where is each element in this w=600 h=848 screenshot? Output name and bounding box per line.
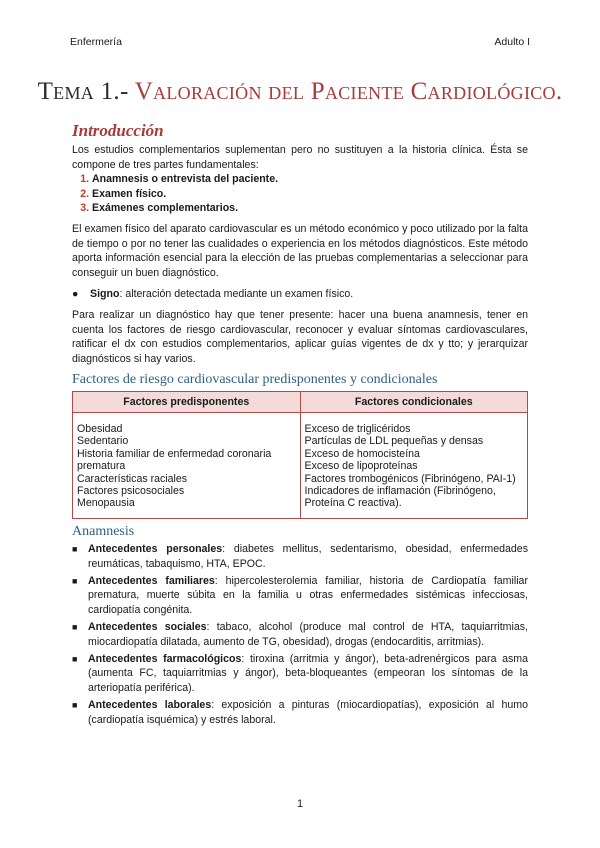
list-item: Factores trombogénicos (Fibrinógeno, PAI-1) [304,472,516,485]
history-parts-list [72,172,528,215]
list-item: Historia familiar de enfermedad coronaria prematura [77,447,272,473]
square-bullet-icon: ■ [72,575,78,586]
list-item: ■ Antecedentes sociales: tabaco, alcohol (produce mal control de HTA, taquiarritmias, miocardiopatía dilatada, aumento de TG, obesidad), drogas (endocarditis, arritmias). [72,621,528,648]
col-header-condicionales: Factores condicionales [300,391,528,412]
list-item: ■ Antecedentes laborales: exposición a pinturas (miocardiopatías), exposición al humo (cardiopatía isquémica) y estrés laboral. [72,699,528,726]
title-prefix: Tema 1.- [37,78,129,105]
predisponentes-cell [73,412,301,518]
risk-factors-heading: Factores de riesgo cardiovascular predisponentes y condicionales [72,372,438,388]
list-item: ■ Antecedentes farmacológicos: tiroxina (arritmia y ángor), beta-adrenérgicos para asma (aumenta FC, taquiarritmias y ángor), beta-bloqueantes (empeoran los síntomas de la arteriopatía periférica). [72,653,528,694]
intro-paragraph-2: El examen físico del aparato cardiovascular es un método económico y poco utilizado por la falta de tiempo o por no tener las cualidades o experiencia en los métodos diagnósticos. Este método aporta información esencial para la elección de las pruebas complementarias a seleccionar para conseguir un buen diagnóstico. [72,223,528,279]
square-bullet-icon: ■ [72,654,78,664]
condicionales-cell [300,412,528,518]
list-item: Indicadores de inflamación (Fibrinógeno, Proteína C reactiva). [304,484,496,510]
title-main: Valoración del Paciente Cardiológico. [134,78,563,105]
square-bullet-icon: ■ [72,622,78,633]
list-item: Exceso de triglicéridos [304,422,411,435]
list-item: 1. Anamnesis o entrevista del paciente. [92,172,528,186]
header-subject: Enfermería [70,36,122,48]
list-item: Menopausia [77,497,135,510]
square-bullet-icon: ■ [72,544,78,555]
list-item: Características raciales [77,472,188,485]
anamnesis-heading: Anamnesis [72,523,135,539]
document-body [72,121,528,730]
list-item: 2. Examen físico. [92,187,528,201]
signo-bullet [72,287,528,301]
list-item: 3. Exámenes complementarios. [92,201,528,215]
bullet-dot-icon: ● [72,288,79,301]
list-item: Sedentario [77,435,129,448]
intro-paragraph-3: Para realizar un diagnóstico hay que tener presente: hacer una buena anamnesis, tener en cuenta los factores de riesgo cardiovascular, reconocer y evaluar síntomas cardiovasculares, ratificar el dx con estudios complementarios, aplicar guías vigentes de dx y tto; y jerarquizar diagnósticos si hay varios. [72,309,528,365]
risk-factors-table [72,391,528,519]
header-course: Adulto I [494,36,530,48]
page-title [0,78,600,106]
intro-paragraph-1: Los estudios complementarios suplementan pero no sustituyen a la historia clínica. Ésta se compone de tres partes fundamentales: [72,144,528,171]
list-item: Exceso de lipoproteínas [304,460,418,473]
list-item: Partículas de LDL pequeñas y densas [304,435,484,448]
list-item: ■ Antecedentes familiares: hipercolesterolemia familiar, historia de Cardiopatía familiar prematura, muerte súbita en la familia u otras enfermedades sistémicas infecciosas, cardiopatía congénita. [72,574,528,616]
intro-heading: Introducción [72,121,164,140]
list-item: Factores psicosociales [77,484,185,497]
list-item: Exceso de homocisteína [304,447,420,460]
signo-term: Signo [90,288,120,301]
list-item: ■ Antecedentes personales: diabetes mellitus, sedentarismo, obesidad, enfermedades reumáticas, tabaquismo, HTA, EPOC. [72,543,528,570]
square-bullet-icon: ■ [72,700,78,711]
col-header-predisponentes: Factores predisponentes [73,391,301,412]
list-item: Obesidad [77,422,123,435]
signo-definition: : alteración detectada mediante un examen físico. [119,288,354,301]
page-number: 1 [296,798,304,810]
